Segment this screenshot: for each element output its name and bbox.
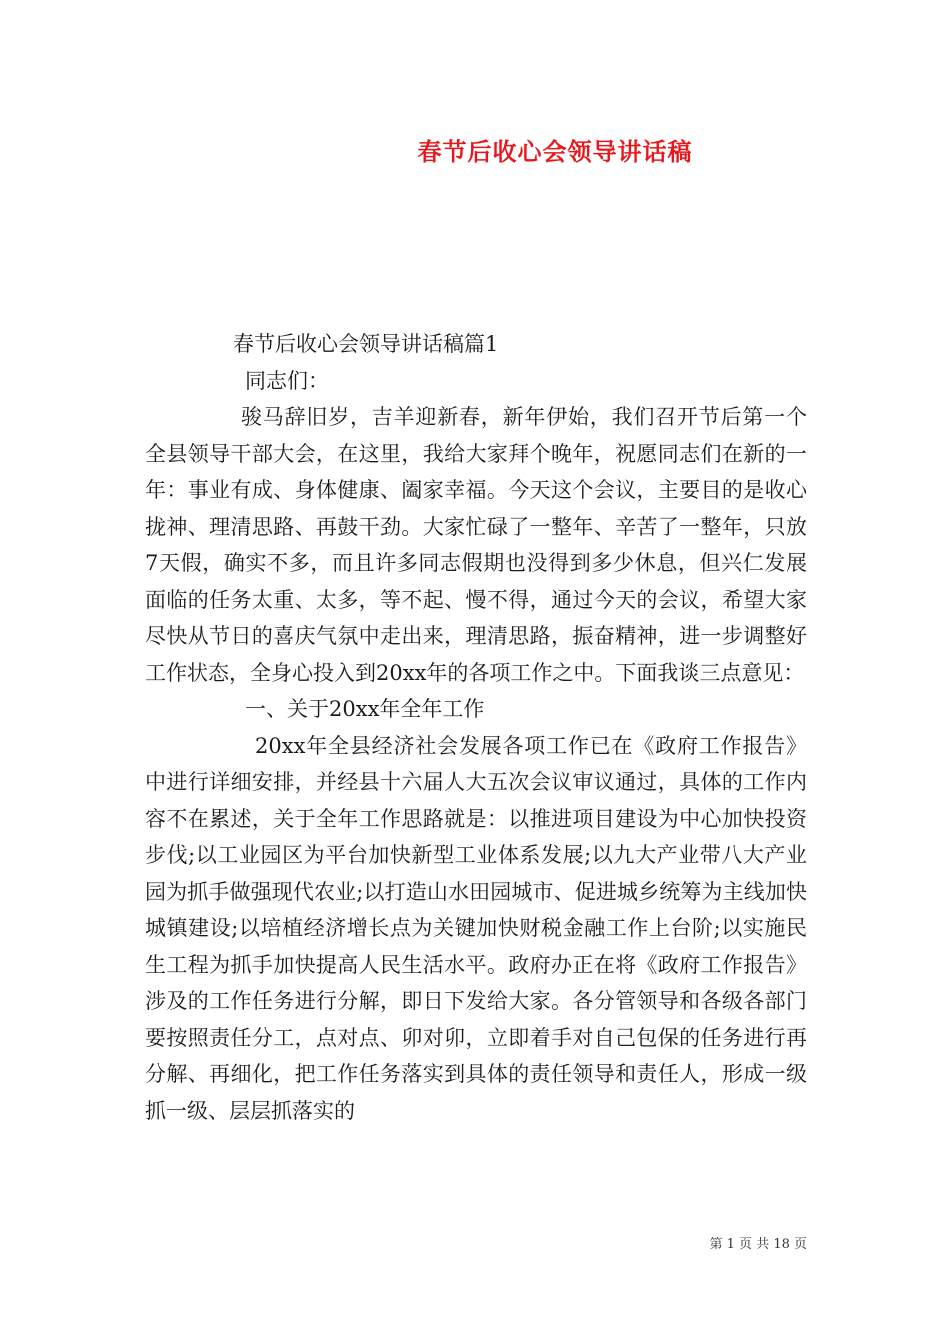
document-body: [145, 326, 807, 1129]
paragraph-work-plan: 20xx年全县经济社会发展各项工作已在《政府工作报告》中进行详细安排，并经县十六届人大五次会议审议通过，具体的工作内容不在累述，关于全年工作思路就是：以推进项目建设为中心加快投资步伐;以工业园区为平台加快新型工业体系发展;以九大产业带八大产业园为抓手做强现代农业;以打造山水田园城市、促进城乡统筹为主线加快城镇建设;以培植经济增长点为关键加快财税金融工作上台阶;以实施民生工程为抓手加快提高人民生活水平。政府办正在将《政府工作报告》涉及的工作任务进行分解，即日下发给大家。各分管领导和各级各部门要按照责任分工，点对点、卯对卯，立即着手对自己包保的任务进行再分解、再细化，把工作任务落实到具体的责任领导和责任人，形成一级抓一级、层层抓落实的: [145, 733, 807, 1123]
paragraph-intro: 骏马辞旧岁，吉羊迎新春，新年伊始，我们召开节后第一个全县领导干部大会，在这里，我给大家拜个晚年，祝愿同志们在新的一年：事业有成、身体健康、阖家幸福。今天这个会议，主要目的是收心拢神、理清思路、再鼓干劲。大家忙碌了一整年、辛苦了一整年，只放7天假，确实不多，而且许多同志假期也没得到多少休息，但兴仁发展面临的任务太重、太多，等不起、慢不得，通过今天的会议，希望大家尽快从节日的喜庆气氛中走出来，理清思路，振奋精神，进一步调整好工作状态，全身心投入到20xx年的各项工作之中。下面我谈三点意见：: [145, 405, 807, 685]
subtitle: 春节后收心会领导讲话稿篇1: [233, 332, 499, 356]
document-title: 春节后收心会领导讲话稿: [417, 137, 693, 166]
page-number: 第 1 页 共 18 页: [709, 1237, 807, 1252]
section-heading-1: 一、关于20xx年全年工作: [245, 697, 485, 721]
salutation: 同志们：: [245, 368, 329, 393]
